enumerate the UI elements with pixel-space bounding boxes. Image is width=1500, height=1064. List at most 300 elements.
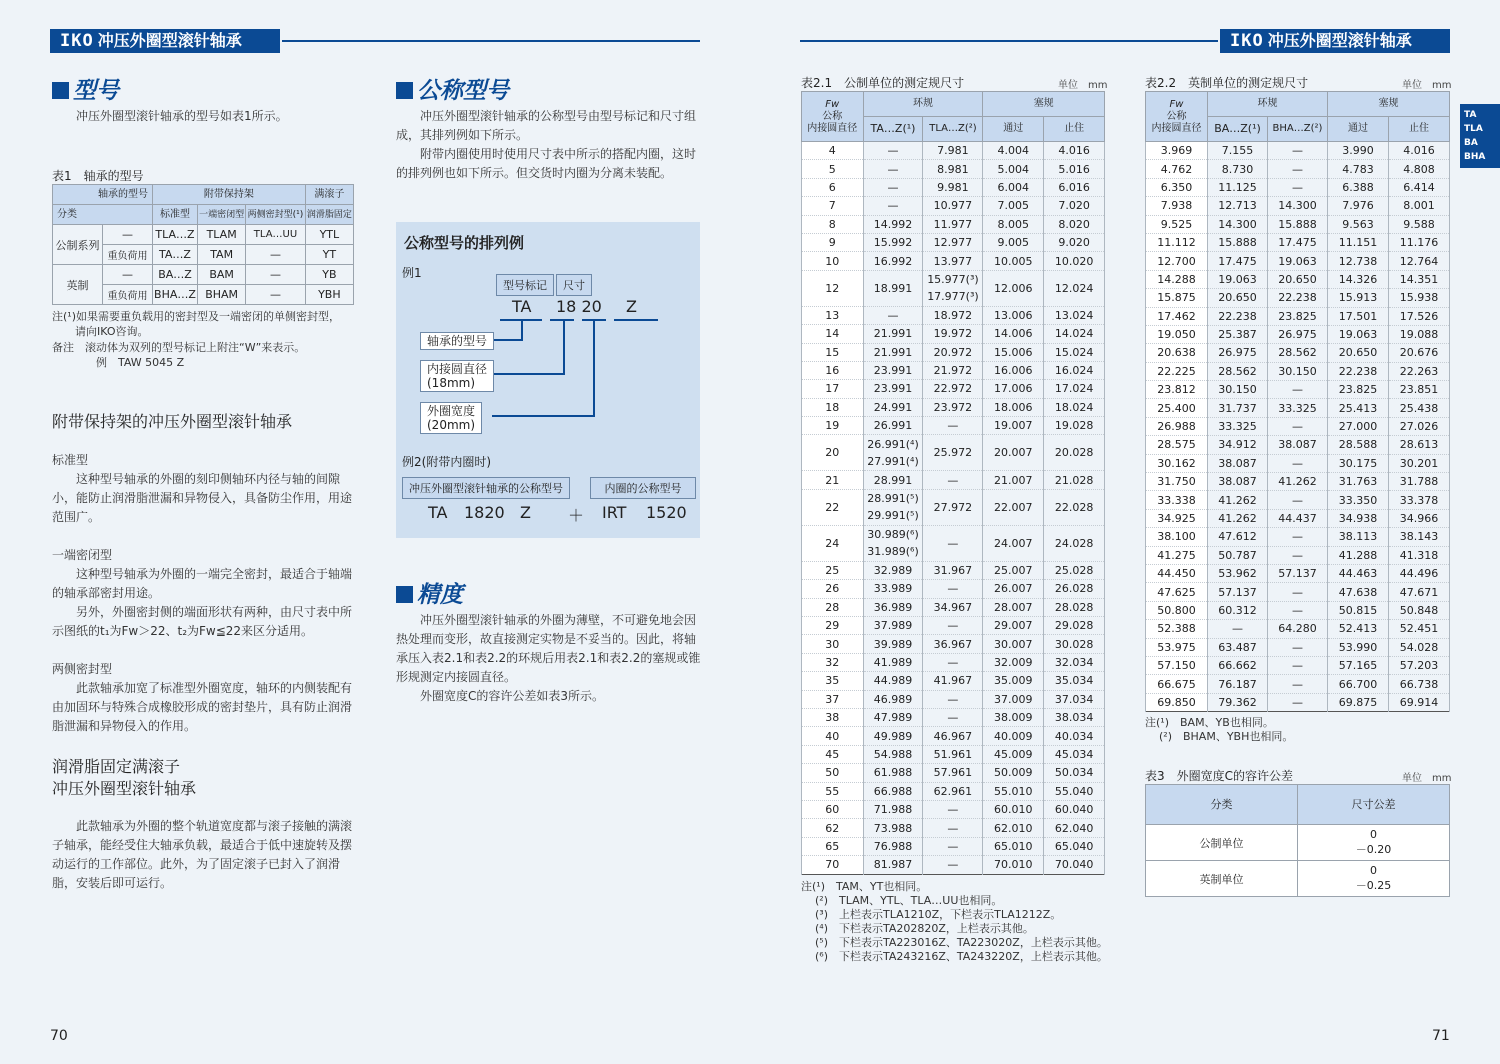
table-cell: 7.976	[1328, 197, 1389, 215]
table-cell: 15.024	[1044, 343, 1105, 361]
table-cell: 8.005	[983, 215, 1044, 233]
table-cell: 21	[802, 471, 864, 489]
table-cell: 19.007	[983, 417, 1044, 435]
table-row	[1146, 270, 1450, 288]
table-cell: 21.972	[923, 361, 983, 379]
table-cell: 22.238	[1328, 362, 1389, 380]
table-cell: 33.378	[1389, 491, 1450, 509]
table-cell: 12.764	[1389, 252, 1450, 270]
table-cell: 24.028	[1044, 525, 1105, 561]
table-cell: 30.007	[983, 635, 1044, 653]
table-cell: 17.475	[1268, 233, 1328, 251]
table-cell: —	[1268, 142, 1328, 160]
table-cell: 31.737	[1208, 399, 1268, 417]
table-cell: 28.991	[863, 471, 923, 489]
table-cell: 22.238	[1208, 307, 1268, 325]
table-cell: —	[923, 708, 983, 726]
table-row	[802, 727, 1105, 745]
table-cell: —	[863, 160, 923, 178]
table-cell: 7.020	[1044, 197, 1105, 215]
table-note: 注(¹) TAM、YT也相同。	[801, 880, 928, 893]
nominal-para2: 附带内圈使用时使用尺寸表中所示的搭配内圈，这时的排列例也如下所示。但交货时内圈为分离未装配。	[396, 147, 697, 180]
table-row	[802, 837, 1105, 855]
box-nominal: 冲压外圈型滚针轴承的公称型号	[402, 477, 570, 499]
table-cell: 18.991	[863, 270, 923, 306]
table-cell: 7.155	[1208, 142, 1268, 160]
table-row	[802, 800, 1105, 818]
table-row	[802, 764, 1105, 782]
label-outer-width: 外圈宽度 (20mm)	[420, 402, 482, 434]
table-cell: 21.007	[983, 471, 1044, 489]
table-cell: 19.972	[923, 325, 983, 343]
table-cell: 14.300	[1268, 197, 1328, 215]
table-row	[802, 380, 1105, 398]
table-cell: —	[1208, 620, 1268, 638]
table-cell: 11.176	[1389, 233, 1450, 251]
table-cell: 14	[802, 325, 864, 343]
table-row	[802, 233, 1105, 251]
table-cell: 65.040	[1044, 837, 1105, 855]
brand-title-right: 冲压外圈型滚针轴承	[1267, 31, 1412, 50]
code-ta: TA	[512, 297, 532, 316]
table-cell: 18.972	[923, 306, 983, 324]
table-cell: —	[1268, 491, 1328, 509]
table-cell: 20.638	[1146, 344, 1208, 362]
table-cell: —	[923, 417, 983, 435]
table-cell: 24	[802, 525, 864, 561]
table-cell: 23.991	[863, 380, 923, 398]
table-cell: 8	[802, 215, 864, 233]
t22-notes	[1145, 716, 1293, 744]
table-note: 注(¹) BAM、YB也相同。	[1145, 716, 1274, 729]
table-cell: 12	[802, 270, 864, 306]
table-cell: 19	[802, 417, 864, 435]
table-cell: 53.975	[1146, 638, 1208, 656]
table-cell: 28.613	[1389, 436, 1450, 454]
table-note: (²) TLAM、YTL、TLA…UU也相同。	[815, 894, 1003, 907]
table-row	[802, 580, 1105, 598]
table-cell: 4.016	[1044, 142, 1105, 160]
table-cell: 49.989	[863, 727, 923, 745]
table-cell: 41.262	[1208, 491, 1268, 509]
table-cell: 4.808	[1389, 160, 1450, 178]
table-cell: 26.991	[863, 417, 923, 435]
table-cell: 38	[802, 708, 864, 726]
table-cell: 7.005	[983, 197, 1044, 215]
table-cell: 17.006	[983, 380, 1044, 398]
table-cell: 57.137	[1268, 564, 1328, 582]
table-cell: 26.975	[1208, 344, 1268, 362]
brand-title: 冲压外圈型滚针轴承	[97, 31, 242, 50]
table-cell: 15.977(³) 17.977(³)	[923, 270, 983, 306]
table-cell: 21.991	[863, 343, 923, 361]
table-cell: 34.967	[923, 598, 983, 616]
table-row	[1146, 564, 1450, 582]
table-cell: —	[923, 690, 983, 708]
table-row	[1146, 675, 1450, 693]
table-cell: 25.438	[1389, 399, 1450, 417]
table-cell: 52.388	[1146, 620, 1208, 638]
page-number-left: 70	[50, 1028, 68, 1044]
table-cell: 9	[802, 233, 864, 251]
diagram-ex2: 例2(附带内圈时)	[402, 455, 491, 469]
table-cell: 5	[802, 160, 864, 178]
table-row	[802, 708, 1105, 726]
table-cell: 4.016	[1389, 142, 1450, 160]
table-row	[1146, 473, 1450, 491]
table-cell: 17.526	[1389, 307, 1450, 325]
table-cell: 30.150	[1268, 362, 1328, 380]
table-cell: 34.938	[1328, 509, 1389, 527]
table-cell: —	[1268, 160, 1328, 178]
table-3: 分类 尺寸公差 公制单位 0 －0.20 英制单位 0 －0.25	[1145, 784, 1450, 897]
table-cell: 18.006	[983, 398, 1044, 416]
table-row	[1146, 307, 1450, 325]
table-cell: 57.165	[1328, 656, 1389, 674]
table-row	[802, 306, 1105, 324]
brand-header-right	[1220, 29, 1450, 53]
table-note: (⁵) 下栏表示TA223016Z、TA223020Z，上栏表示其他。	[815, 936, 1108, 949]
table-cell: 50.848	[1389, 601, 1450, 619]
table-cell: 8.730	[1208, 160, 1268, 178]
heading-nominal: 公称型号	[396, 72, 509, 105]
table-cell: 5.004	[983, 160, 1044, 178]
table-cell: 7.981	[923, 142, 983, 160]
table-cell: 12.977	[923, 233, 983, 251]
table-row	[1146, 233, 1450, 251]
table-cell: —	[1268, 675, 1328, 693]
table-cell: 25	[802, 561, 864, 579]
table-cell: 17.024	[1044, 380, 1105, 398]
table-cell: 64.280	[1268, 620, 1328, 638]
table-cell: 46.989	[863, 690, 923, 708]
table-cell: —	[923, 471, 983, 489]
table1-remark: 备注 滚动体为双列的型号标记上附注“W”来表示。	[52, 341, 306, 354]
line2-irt-size: 1520	[646, 503, 687, 522]
table-row	[1146, 417, 1450, 435]
table-cell: 25.400	[1146, 399, 1208, 417]
table-cell: 10.977	[923, 197, 983, 215]
diagram-title: 公称型号的排列例	[404, 234, 525, 252]
table-cell: 31.763	[1328, 473, 1389, 491]
table-cell: —	[923, 856, 983, 874]
table-cell: 45.009	[983, 745, 1044, 763]
table-cell: 47.638	[1328, 583, 1389, 601]
table-row	[802, 635, 1105, 653]
t3-caption: 表3 外圈宽度C的容许公差	[1145, 769, 1294, 783]
table-cell: 16.006	[983, 361, 1044, 379]
table-cell: 11.112	[1146, 233, 1208, 251]
table-cell: 41.275	[1146, 546, 1208, 564]
table-cell: 57.961	[923, 764, 983, 782]
table-cell: 37	[802, 690, 864, 708]
table-cell: 10.020	[1044, 252, 1105, 270]
table-row	[1146, 509, 1450, 527]
table-cell: 37.034	[1044, 690, 1105, 708]
table-cell: 22.972	[923, 380, 983, 398]
table-cell: 44.989	[863, 672, 923, 690]
table-cell: —	[1268, 693, 1328, 711]
table-cell: 50.787	[1208, 546, 1268, 564]
table-cell: 15.938	[1389, 289, 1450, 307]
table-cell: —	[923, 525, 983, 561]
brand-logo: IKO	[60, 31, 94, 51]
table-cell: 40.034	[1044, 727, 1105, 745]
table-cell: 62.010	[983, 819, 1044, 837]
table1-example: 例 TAW 5045 Z	[96, 356, 185, 369]
table-cell: —	[1268, 528, 1328, 546]
table-cell: 28.007	[983, 598, 1044, 616]
table-cell: 26.007	[983, 580, 1044, 598]
table-cell: 81.987	[863, 856, 923, 874]
table-note: (²) BHAM、YBH也相同。	[1159, 730, 1294, 743]
heading-model: 型号	[52, 72, 119, 105]
page-number-right: 71	[1432, 1028, 1450, 1044]
table-cell: 32.009	[983, 653, 1044, 671]
table-cell: 12.738	[1328, 252, 1389, 270]
table-cell: 73.988	[863, 819, 923, 837]
table-cell: 41.967	[923, 672, 983, 690]
table-cell: 62.961	[923, 782, 983, 800]
table-cell: —	[923, 800, 983, 818]
table-row	[1146, 454, 1450, 472]
table-cell: 32.989	[863, 561, 923, 579]
table-cell: 9.020	[1044, 233, 1105, 251]
oneend-para2: 另外，外圈密封侧的端面形状有两种，由尺寸表中所示图纸的t₁为Fw＞22、t₂为Fw≦22来区分适用。	[52, 605, 353, 638]
table-cell: 23.825	[1268, 307, 1328, 325]
table-cell: 28.588	[1328, 436, 1389, 454]
table-cell: 47.612	[1208, 528, 1268, 546]
table-cell: 66.662	[1208, 656, 1268, 674]
table-cell: 14.326	[1328, 270, 1389, 288]
nominal-diagram	[396, 222, 700, 538]
table-cell: 70	[802, 856, 864, 874]
table-cell: 55	[802, 782, 864, 800]
table-cell: 19.063	[1328, 325, 1389, 343]
table-cell: —	[1268, 656, 1328, 674]
table-row	[802, 471, 1105, 489]
table-cell: 16.024	[1044, 361, 1105, 379]
table-cell: 76.988	[863, 837, 923, 855]
table-cell: 66.700	[1328, 675, 1389, 693]
table-cell: 20.972	[923, 343, 983, 361]
accuracy-para1: 冲压外圈型滚针轴承的外圈为薄壁，不可避免地会因热处理而变形，故直接测定实物是不妥当的。因此，将轴承压入表2.1和表2.2的环规后用表2.1和表2.2的塞规或锥形规测定内接圆直径。	[396, 613, 701, 684]
table-cell: 60.312	[1208, 601, 1268, 619]
table-cell: 6.388	[1328, 178, 1389, 196]
table-cell: —	[1268, 381, 1328, 399]
table-cell: 11.977	[923, 215, 983, 233]
table-cell: 33.338	[1146, 491, 1208, 509]
table1: 轴承的型号 附带保持架 满滚子 分类 标准型 一端密闭型 两侧密封型(¹) 润滑脂固定 公制系列 — TLA…Z TLAM TLA…UU YTL 重负荷用 TA…Z TAM — YT 英制 — BA…Z BAM — YB 重负荷用 BHA…Z BHAM — YBH	[52, 184, 354, 305]
table-cell: 25.387	[1208, 325, 1268, 343]
table-cell: 9.981	[923, 178, 983, 196]
table-cell: 55.040	[1044, 782, 1105, 800]
table-cell: 41.318	[1389, 546, 1450, 564]
table-cell: —	[1268, 178, 1328, 196]
table-cell: 30.201	[1389, 454, 1450, 472]
table-cell: 14.006	[983, 325, 1044, 343]
oneend-para1: 这种型号轴承为外圈的一端完全密封，最适合于轴端的轴承部密封用途。	[52, 567, 353, 600]
table-cell: 70.010	[983, 856, 1044, 874]
table-cell: 24.991	[863, 398, 923, 416]
table-cell: 26.988	[1146, 417, 1208, 435]
table-cell: 71.988	[863, 800, 923, 818]
tag-size: 尺寸	[556, 274, 592, 296]
table-cell: 31.788	[1389, 473, 1450, 491]
table-cell: 9.563	[1328, 215, 1389, 233]
table-cell: 19.063	[1208, 270, 1268, 288]
table-row	[1146, 583, 1450, 601]
table-cell: 20.028	[1044, 435, 1105, 471]
table-cell: 51.961	[923, 745, 983, 763]
table-cell: 45	[802, 745, 864, 763]
table-row	[1146, 142, 1450, 160]
table-cell: 28.562	[1268, 344, 1328, 362]
table-cell: 29.028	[1044, 617, 1105, 635]
table-cell: 66.988	[863, 782, 923, 800]
table-cell: 53.962	[1208, 564, 1268, 582]
table-cell: 27.972	[923, 489, 983, 525]
table-cell: —	[1268, 583, 1328, 601]
table-cell: 4	[802, 142, 864, 160]
table-cell: 21.991	[863, 325, 923, 343]
table-cell: 16	[802, 361, 864, 379]
t3-unit: 单位 mm	[1402, 773, 1452, 784]
table-cell: 66.675	[1146, 675, 1208, 693]
table-cell: 34.925	[1146, 509, 1208, 527]
table-row	[1146, 289, 1450, 307]
table-cell: 44.496	[1389, 564, 1450, 582]
table-cell: 13.006	[983, 306, 1044, 324]
table-row	[802, 215, 1105, 233]
table-cell: 44.437	[1268, 509, 1328, 527]
table-cell: 20.650	[1268, 270, 1328, 288]
table-cell: —	[923, 580, 983, 598]
brand-header-left	[50, 29, 280, 53]
line2-size: 1820	[464, 503, 505, 522]
diagram-ex1: 例1	[402, 266, 422, 280]
table-cell: 31.967	[923, 561, 983, 579]
table-row	[1146, 178, 1450, 196]
table-cell: 33.325	[1268, 399, 1328, 417]
table-row	[1146, 601, 1450, 619]
table-cell: 25.413	[1328, 399, 1389, 417]
table-cell: 8.001	[1389, 197, 1450, 215]
table-cell: 40	[802, 727, 864, 745]
table-cell: 6.350	[1146, 178, 1208, 196]
table-row	[802, 325, 1105, 343]
table-row	[1146, 160, 1450, 178]
table-cell: 22	[802, 489, 864, 525]
table-note: (⁶) 下栏表示TA243216Z、TA243220Z，上栏表示其他。	[815, 950, 1108, 963]
line2-plus: ＋	[568, 506, 585, 525]
table-cell: —	[923, 653, 983, 671]
table1-caption: 表1 轴承的型号	[52, 169, 144, 183]
table-note: (³) 上栏表示TLA1210Z，下栏表示TLA1212Z。	[815, 908, 1062, 921]
table-cell: 8.020	[1044, 215, 1105, 233]
table-cell: 30.175	[1328, 454, 1389, 472]
table-cell: 44.463	[1328, 564, 1389, 582]
table-cell: 6.016	[1044, 178, 1105, 196]
table-cell: —	[1268, 638, 1328, 656]
table-cell: 13.024	[1044, 306, 1105, 324]
table-cell: 22.263	[1389, 362, 1450, 380]
heading-grease-1: 润滑脂固定满滚子	[52, 757, 181, 776]
table-row	[802, 525, 1105, 561]
table-cell: 12.024	[1044, 270, 1105, 306]
table-cell: 26	[802, 580, 864, 598]
table-cell: 54.028	[1389, 638, 1450, 656]
table-cell: 37.009	[983, 690, 1044, 708]
table-row	[802, 819, 1105, 837]
table-cell: 14.992	[863, 215, 923, 233]
table-cell: —	[923, 617, 983, 635]
table-cell: 50.034	[1044, 764, 1105, 782]
grease-para: 此款轴承为外圈的整个轨道宽度都与滚子接触的满滚子轴承，能经受住大轴承负载，最适合于低中速旋转及摆动运行的工作部位。此外，为了固定滚子已封入了润滑脂，安装后即可运行。	[52, 819, 353, 890]
table-cell: 4.783	[1328, 160, 1389, 178]
table-cell: 36.989	[863, 598, 923, 616]
table-cell: 15.992	[863, 233, 923, 251]
two-para: 此款轴承加宽了标准型外圈宽度，轴环的内侧装配有由加固环与特殊合成橡胶形成的密封垫片，具有防止润滑脂泄漏和异物侵入的作用。	[52, 681, 353, 733]
table-cell: 34.912	[1208, 436, 1268, 454]
table-row	[802, 561, 1105, 579]
table-row	[802, 856, 1105, 874]
table-row	[802, 489, 1105, 525]
table-cell: 79.362	[1208, 693, 1268, 711]
table-cell: 35	[802, 672, 864, 690]
table-cell: 47.625	[1146, 583, 1208, 601]
table-row	[802, 653, 1105, 671]
table-cell: 20.650	[1328, 344, 1389, 362]
code-size: 18 20	[556, 297, 602, 316]
table-cell: 60	[802, 800, 864, 818]
line2-irt: IRT	[602, 503, 627, 522]
table-cell: 53.990	[1328, 638, 1389, 656]
table-cell: 16.992	[863, 252, 923, 270]
table-row	[802, 160, 1105, 178]
table-cell: —	[1268, 546, 1328, 564]
table-cell: 18.024	[1044, 398, 1105, 416]
table-cell: 38.087	[1208, 473, 1268, 491]
table-cell: 20	[802, 435, 864, 471]
std-title: 标准型	[52, 453, 89, 467]
table-cell: 10.005	[983, 252, 1044, 270]
table-cell: 6.414	[1389, 178, 1450, 196]
table-row	[802, 745, 1105, 763]
table-row	[1146, 656, 1450, 674]
table-row	[802, 672, 1105, 690]
table-cell: 7.938	[1146, 197, 1208, 215]
table-cell: 31.750	[1146, 473, 1208, 491]
table-cell: 19.088	[1389, 325, 1450, 343]
table-cell: 15.888	[1268, 215, 1328, 233]
table-cell: 69.914	[1389, 693, 1450, 711]
table-cell: 60.010	[983, 800, 1044, 818]
table-cell: 55.010	[983, 782, 1044, 800]
table-cell: 9.005	[983, 233, 1044, 251]
table-cell: 38.009	[983, 708, 1044, 726]
table-cell: —	[863, 306, 923, 324]
table-cell: 38.087	[1268, 436, 1328, 454]
table-cell: 65	[802, 837, 864, 855]
table-cell: 52.413	[1328, 620, 1389, 638]
table1-note-1b: 请向IKO咨询。	[75, 325, 149, 338]
table-cell: 13	[802, 306, 864, 324]
table-cell: 25.972	[923, 435, 983, 471]
table-cell: 19.063	[1268, 252, 1328, 270]
table-row	[1146, 325, 1450, 343]
table-cell: 15.875	[1146, 289, 1208, 307]
